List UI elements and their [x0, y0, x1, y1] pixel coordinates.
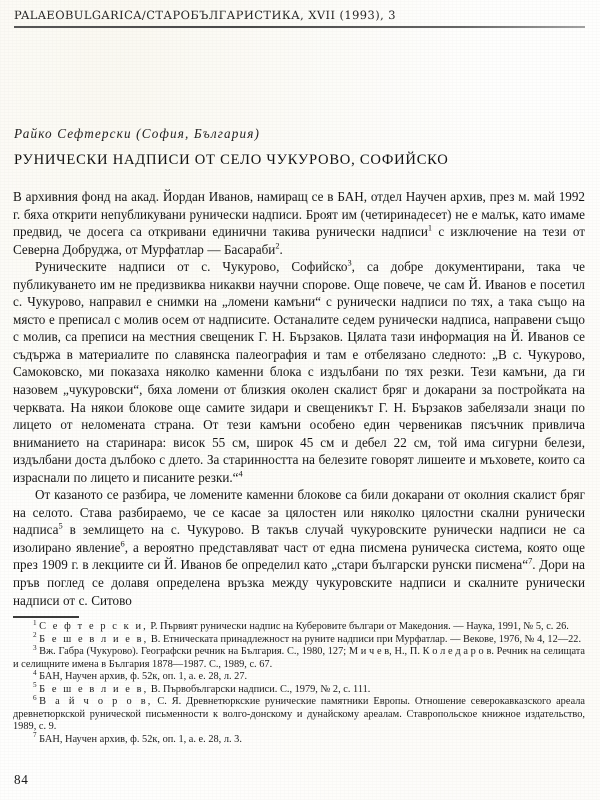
footnote-marker: 2 — [33, 631, 37, 640]
paragraph-text: . — [279, 241, 283, 257]
page-number: 84 — [14, 772, 29, 787]
footnote-ref[interactable]: 3 — [347, 258, 352, 268]
paragraph-text: в землището на с. Чукурово. В такъв случай чукуровските рунически надписи не са изолирано явление — [13, 522, 585, 555]
footnote-author: С е ф т е р с к и, — [39, 621, 148, 632]
footnote-text: БАН, Научен архив, ф. 52к, оп. 1, а. е. 28, л. 27. — [39, 671, 248, 683]
footnote-text: В. Етническата принадлежност на руните надписи при Мурфатлар. — Векове, 1976, № 4, 12—22. — [148, 633, 582, 645]
running-head — [14, 8, 586, 28]
footnote-ref[interactable]: 6 — [120, 539, 125, 549]
paragraph-text: От казаното се разбира, че ломените каменни блокове са били докарани от околния скалист бряг на селото. Става разбираемо, че се касае за цялостен или няколко цялостни скални рунически надписа — [13, 487, 585, 538]
footnote-author: Б е ш е в л и е в, — [39, 683, 149, 695]
footnote-ref[interactable]: 7 — [528, 557, 533, 567]
body-paragraph — [13, 486, 585, 609]
footnote-text: Р. Първият рунически надпис на Куберовите българи от Македония. — Наука, 1991, № 5, с. 26. — [147, 621, 569, 632]
footnote-marker: 4 — [33, 668, 37, 677]
footnote-item — [13, 681, 585, 697]
article-body — [13, 188, 585, 609]
footnote-item — [13, 631, 585, 647]
body-paragraph — [13, 258, 585, 486]
footnote-marker: 3 — [33, 643, 37, 652]
footnote-text: В. Първобългарски надписи. С., 1979, № 2, с. 111. — [148, 683, 371, 695]
running-head-text: PALAEOBULGARICA/СТАРОБЪЛГАРИСТИКА, XVII (1993), 3 — [14, 8, 396, 22]
paragraph-text: В архивния фонд на акад. Йордан Иванов, намиращ се в БАН, отдел Научен архив, през м. май 1992 г. бяха открити непубликувани рунически надписи. Броят им (четиринадесет) не е малък, като имаме предвид, че досега са откривани единични такива рунически надписи — [13, 189, 585, 240]
footnote-marker: 5 — [33, 681, 37, 690]
footnote-marker: 7 — [33, 731, 37, 740]
author-byline: Райко Сефтерски (София, България) — [14, 126, 261, 141]
footnote-ref[interactable]: 4 — [238, 469, 243, 479]
footnote-item — [13, 693, 585, 734]
footnote-author: Б е ш е в л и е в, — [39, 633, 149, 645]
footnote-item — [13, 643, 585, 671]
footnote-text: БАН, Научен архив, ф. 52к, оп. 1, а. е. 28, л. 3. — [39, 733, 242, 745]
footnote-marker: 1 — [33, 618, 37, 627]
footnote-item — [13, 731, 585, 747]
footnote-text: С. Я. Древнетюркские рунические памятники Европы. Отношение северокавказского ареала древнетюркской рунической письменности к волго-донскому и дунайскому ареалам. Ставропольское книжное издательство, 1989, с. 9. — [13, 696, 585, 733]
footnote-ref[interactable]: 2 — [275, 241, 280, 251]
footnote-separator-rule — [13, 616, 79, 618]
page-title: РУНИЧЕСКИ НАДПИСИ ОТ СЕЛО ЧУКУРОВО, СОФИЙСКО — [14, 152, 449, 168]
footnote-ref[interactable]: 1 — [427, 223, 433, 233]
paragraph-text: , са добре документирани, така че публикуването им не предизвиква никакви научни спорове. Още повече, че сам Й. Иванов е посетил с. Чукурово, направил е снимки на „ломени камъни“ с рунически надписи по тях, а така също на място е преписал с молив осем от надписите. Останалите седем рунически надписа, направени също с молив, са преписи на местния свещеник Г. Н. Бързаков. Цялата тази информация на Й. Иванов се съдържа в материалите по славянска палеография и там е отбелязано следното: „В с. Чукурово, Самоковско, ми показаха няколко каменни блока с издълбани по тях резки. Тези камъни, да ги назовем „чукуровски“, бяха ломени от близкия околен скалист бряг и докарани за постройката на черквата. На някои блокове още самите зидари и свещеникът Г. Н. Бързаков забелязали знаци по лицето от неломената страна. От тези камъни особено един червеникав пясъчник привлича вниманието на старинара: висок 55 см, широк 45 см и дебел 22 см, той има сигурни белези, издълбани доста дълбоко с длето. За старинността на белезите говорят лишеите и мъховете, които са израснали по лицето и писаните резки.“ — [13, 259, 585, 485]
paragraph-text: , а вероятно представляват част от една писмена руническа система, която още през 1909 г. в лекциите си Й. Иванов бе определил като „стари български рунски писмена“ — [13, 539, 585, 573]
running-head-rule — [14, 26, 585, 28]
footnote-item — [13, 668, 585, 684]
paragraph-text: с изключение на тези от Северна Добруджа, от Мурфатлар — Басараби — [13, 224, 585, 257]
footnote-list — [13, 618, 585, 746]
footnote-item — [13, 618, 585, 634]
footnote-ref[interactable]: 5 — [58, 522, 63, 532]
paragraph-text: Руническите надписи от с. Чукурово, Софийско — [35, 259, 348, 275]
paragraph-text: . Дори на пръв поглед се долавя определена връзка между чукуровските надписи и скалните рунически надписи от с. Ситово — [13, 557, 585, 608]
footnote-marker: 6 — [33, 693, 37, 702]
body-paragraph — [13, 188, 585, 258]
footnote-author: В а й ч о р о в, — [39, 696, 153, 708]
footnote-text: Вж. Габра (Чукурово). Географски речник на България. С., 1980, 127; М и ч е в, Н., П. К о л е д а р о в. Речник на селищата и селищните имена в България 1878—1987. С., 1989, с. 67. — [13, 646, 585, 670]
